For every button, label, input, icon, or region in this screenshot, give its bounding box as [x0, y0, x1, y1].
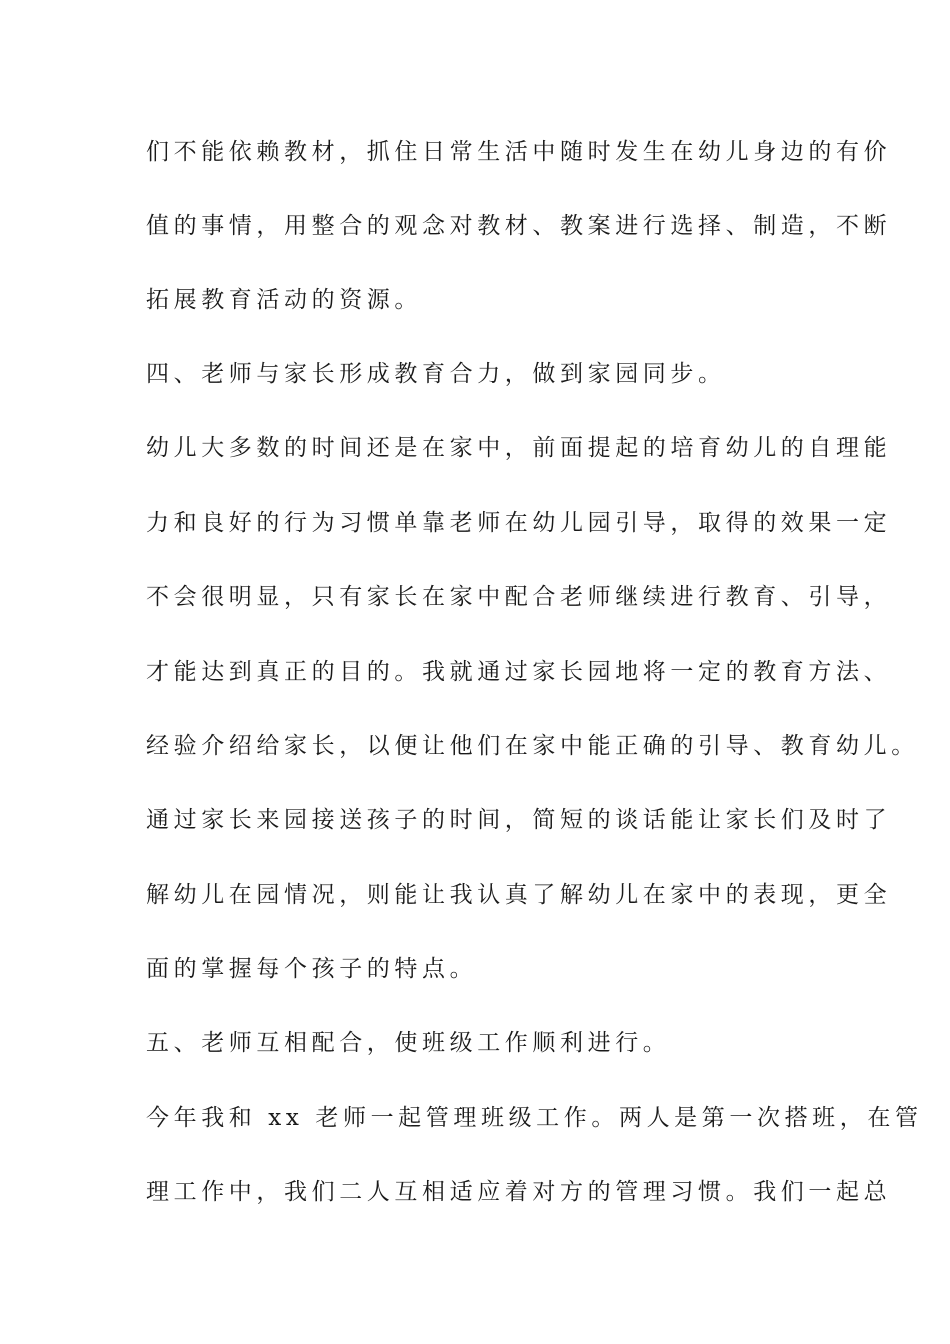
body-text-line: 们不能依赖教材，抓住日常生活中随时发生在幼儿身边的有价 — [146, 139, 892, 165]
body-text-line: 面的掌握每个孩子的特点。 — [146, 956, 478, 982]
body-text-line: 经验介绍给家长，以便让他们在家中能正确的引导、教育幼儿。 — [146, 733, 919, 759]
body-text-line: 才能达到真正的目的。我就通过家长园地将一定的教育方法、 — [146, 659, 892, 685]
body-text-line: 理工作中，我们二人互相适应着对方的管理习惯。我们一起总 — [146, 1179, 892, 1205]
body-text-line: 拓展教育活动的资源。 — [146, 287, 422, 313]
section-heading-five: 五、老师互相配合，使班级工作顺利进行。 — [146, 1030, 671, 1056]
body-text-line: 通过家长来园接送孩子的时间，简短的谈话能让家长们及时了 — [146, 807, 892, 833]
body-text-line: 力和良好的行为习惯单靠老师在幼儿园引导，取得的效果一定 — [146, 510, 892, 536]
body-text-line: 不会很明显，只有家长在家中配合老师继续进行教育、引导， — [146, 584, 892, 610]
body-text-line: 今年我和 xx 老师一起管理班级工作。两人是第一次搭班，在管 — [146, 1105, 923, 1131]
body-text-line: 幼儿大多数的时间还是在家中，前面提起的培育幼儿的自理能 — [146, 435, 892, 461]
body-text-line: 解幼儿在园情况，则能让我认真了解幼儿在家中的表现，更全 — [146, 882, 892, 908]
section-heading-four: 四、老师与家长形成教育合力，做到家园同步。 — [146, 361, 726, 387]
body-text-line: 值的事情，用整合的观念对教材、教案进行选择、制造，不断 — [146, 213, 892, 239]
